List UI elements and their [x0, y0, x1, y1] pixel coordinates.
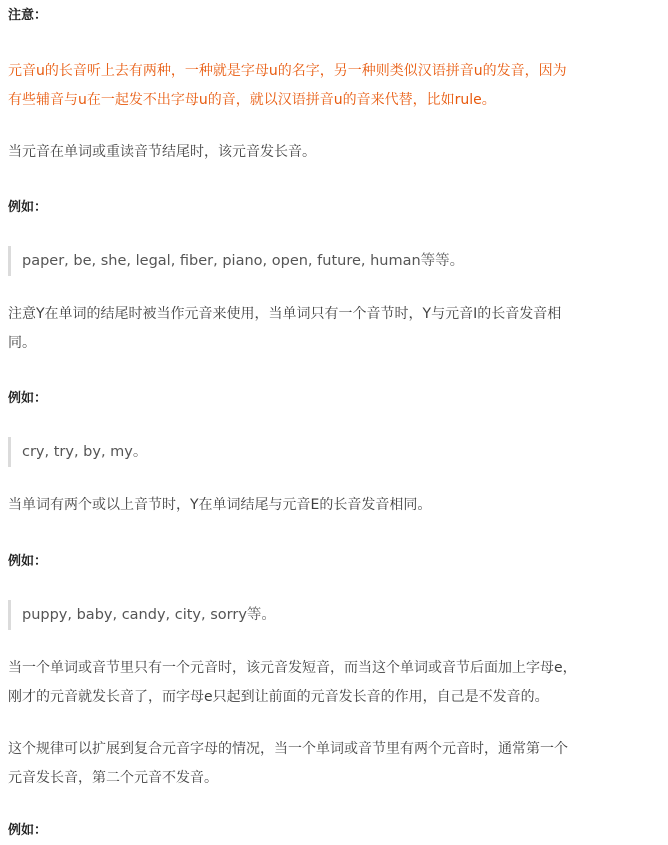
rule-paragraph-2-line-2: 同。 [8, 335, 36, 351]
rule-paragraph-4-line-1: 当一个单词或音节里只有一个元音时，该元音发短音，而当这个单词或音节后面加上字母e， [8, 660, 577, 676]
highlighted-text-line-1: 元音u的长音听上去有两种，一种就是字母u的名字，另一种则类似汉语拼音u的发音，因为 [8, 63, 567, 79]
example-label-3: 例如： [8, 554, 48, 569]
example-label-4: 例如： [8, 823, 48, 838]
example-quote-1: paper, be, she, legal, fiber, piano, open, future, human等等。 [8, 246, 648, 276]
rule-paragraph-3: 当单词有两个或以上音节时，Y在单词结尾与元音E的长音发音相同。 [8, 497, 432, 513]
example-label-2: 例如： [8, 391, 48, 406]
example-label-1: 例如： [8, 200, 48, 215]
rule-paragraph-1: 当元音在单词或重读音节结尾时，该元音发长音。 [8, 144, 316, 160]
highlighted-text-line-2: 有些辅音与u在一起发不出字母u的音，就以汉语拼音u的音来代替，比如rule。 [8, 92, 496, 108]
rule-paragraph-2-line-1: 注意Y在单词的结尾时被当作元音来使用，当单词只有一个音节时，Y与元音I的长音发音相 [8, 306, 562, 322]
example-quote-2: cry, try, by, my。 [8, 437, 648, 467]
example-quote-3: puppy, baby, candy, city, sorry等。 [8, 600, 648, 630]
rule-paragraph-5-line-2: 元音发长音，第二个元音不发音。 [8, 770, 218, 786]
rule-paragraph-5-line-1: 这个规律可以扩展到复合元音字母的情况，当一个单词或音节里有两个元音时，通常第一个 [8, 741, 568, 757]
rule-paragraph-4-line-2: 刚才的元音就发长音了，而字母e只起到让前面的元音发长音的作用，自己是不发音的。 [8, 689, 549, 705]
note-heading: 注意： [8, 8, 48, 23]
